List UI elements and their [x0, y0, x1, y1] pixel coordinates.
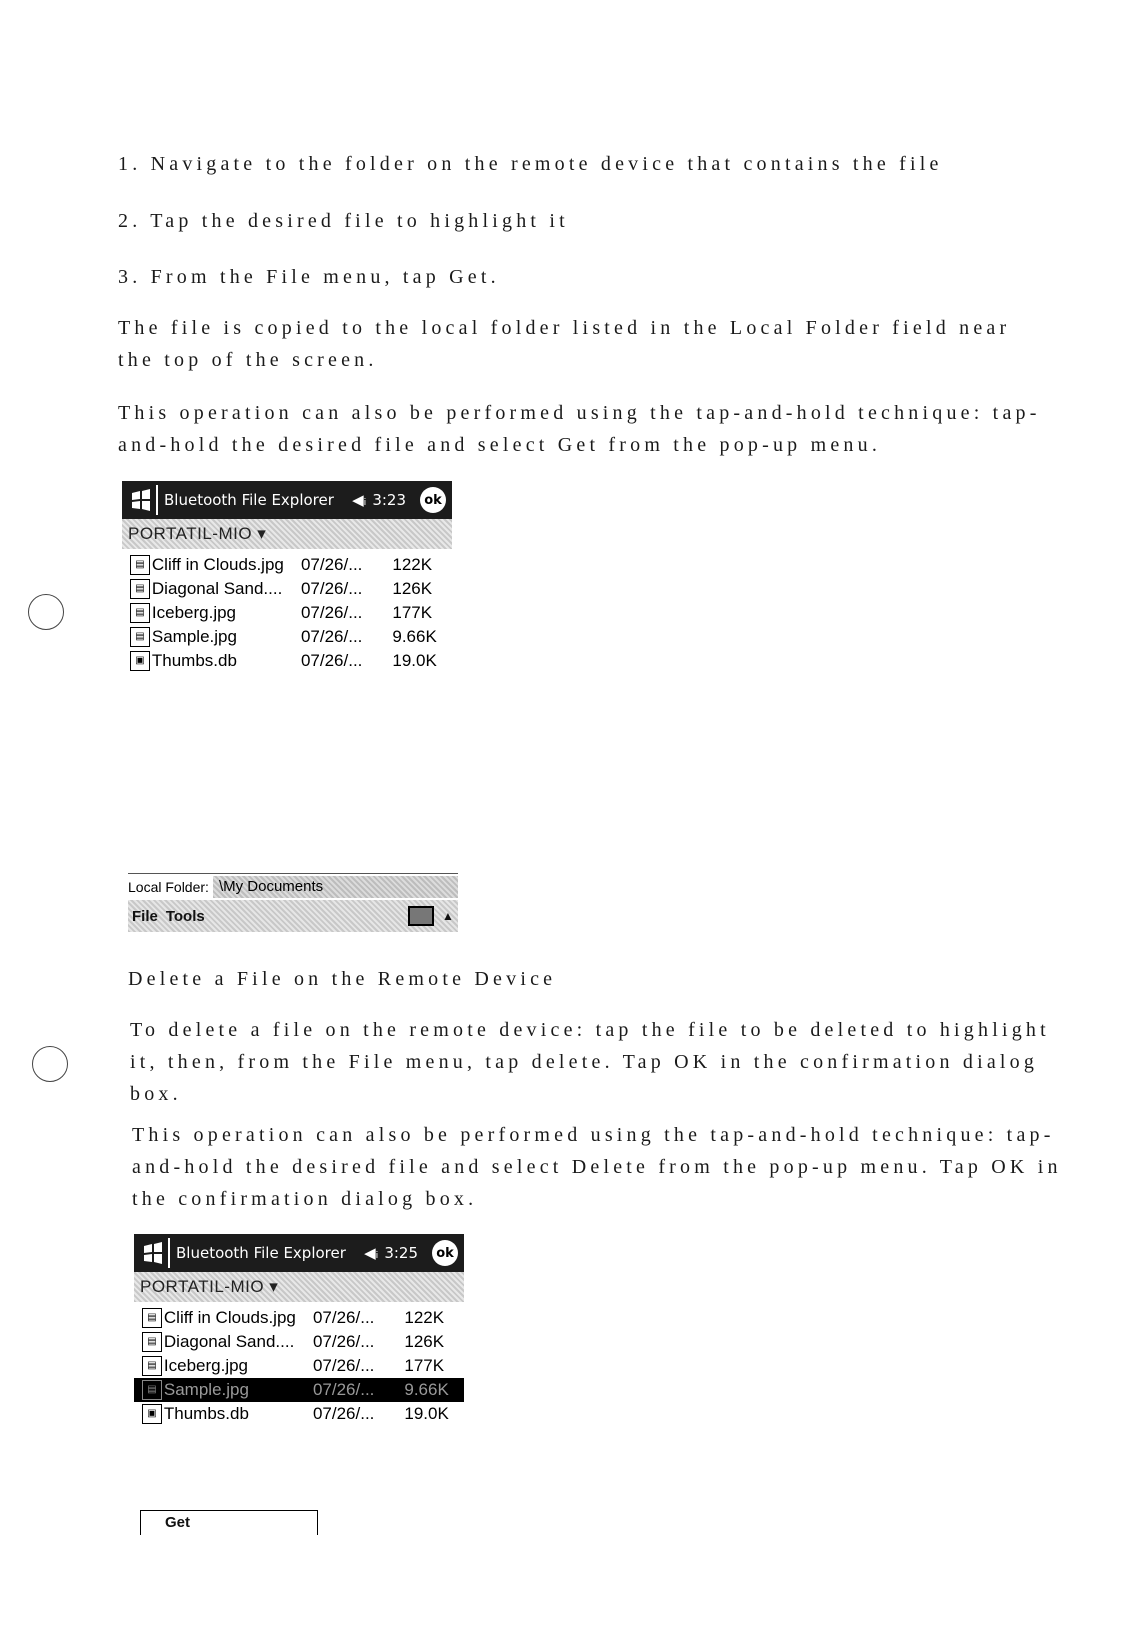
- file-date: 07/26/...: [312, 1308, 375, 1327]
- file-size: 122K: [404, 1308, 445, 1327]
- punch-hole-top: [28, 594, 64, 630]
- db-file-icon: ▣: [130, 651, 150, 671]
- image-file-icon: ▤: [142, 1332, 162, 1352]
- windows-start-icon[interactable]: [138, 1238, 170, 1268]
- delete-heading: Delete a File on the Remote Device: [128, 968, 557, 990]
- file-name: Sample.jpg: [163, 1380, 249, 1399]
- caret-up-icon[interactable]: ▲: [442, 909, 454, 923]
- image-file-icon: ▤: [130, 627, 150, 647]
- tap-hold-get-paragraph: This operation can also be performed using the tap-and-hold technique: tap- and-hold the desired file and select Get from the pop-up menu.: [118, 402, 1041, 456]
- file-date: 07/26/...: [300, 651, 363, 670]
- file-date: 07/26/...: [312, 1356, 375, 1375]
- image-file-icon: ▤: [142, 1308, 162, 1328]
- file-date: 07/26/...: [312, 1380, 375, 1399]
- file-list: [134, 1302, 464, 1426]
- file-explorer-screen-1: [122, 481, 452, 673]
- local-folder-label: Local Folder:: [128, 879, 209, 895]
- keyboard-icon[interactable]: [408, 906, 434, 926]
- local-folder-row: [128, 873, 458, 900]
- file-row[interactable]: [122, 601, 452, 625]
- file-list: [122, 549, 452, 673]
- file-row[interactable]: [122, 625, 452, 649]
- file-row[interactable]: [134, 1354, 464, 1378]
- image-file-icon: ▤: [142, 1380, 162, 1400]
- file-size: 9.66K: [392, 627, 437, 646]
- device-dropdown[interactable]: PORTATIL-MIO ▾: [134, 1272, 464, 1302]
- file-name: Sample.jpg: [151, 627, 237, 646]
- step-2: 2. Tap the desired file to highlight it: [118, 210, 569, 232]
- image-file-icon: ▤: [142, 1356, 162, 1376]
- file-size: 177K: [392, 603, 433, 622]
- file-row[interactable]: [134, 1306, 464, 1330]
- image-file-icon: ▤: [130, 555, 150, 575]
- db-file-icon: ▣: [142, 1404, 162, 1424]
- menu-bar: [128, 900, 458, 932]
- device-dropdown[interactable]: PORTATIL-MIO ▾: [122, 519, 452, 549]
- get-menu-item[interactable]: [140, 1510, 318, 1535]
- file-size: 9.66K: [404, 1380, 449, 1399]
- file-row[interactable]: [122, 649, 452, 673]
- get-label: Get: [165, 1514, 191, 1531]
- file-date: 07/26/...: [300, 555, 363, 574]
- file-name: Cliff in Clouds.jpg: [163, 1308, 296, 1327]
- file-size: 19.0K: [392, 651, 437, 670]
- file-row[interactable]: [122, 577, 452, 601]
- ok-button[interactable]: ok: [420, 487, 446, 513]
- speaker-icon[interactable]: ◀ᵢ: [352, 491, 367, 509]
- file-date: 07/26/...: [300, 627, 363, 646]
- clock[interactable]: 3:23: [372, 491, 406, 509]
- file-date: 07/26/...: [312, 1332, 375, 1351]
- file-name: Thumbs.db: [163, 1404, 249, 1423]
- image-file-icon: ▤: [130, 603, 150, 623]
- file-row-selected[interactable]: [134, 1378, 464, 1402]
- file-name: Diagonal Sand....: [151, 579, 283, 598]
- app-title: Bluetooth File Explorer: [164, 491, 334, 509]
- file-size: 122K: [392, 555, 433, 574]
- tools-menu[interactable]: Tools: [165, 907, 205, 925]
- windows-start-icon[interactable]: [126, 485, 158, 515]
- file-name: Iceberg.jpg: [151, 603, 237, 622]
- file-row[interactable]: [122, 553, 452, 577]
- local-folder-field[interactable]: \My Documents: [213, 876, 458, 898]
- file-size: 126K: [392, 579, 433, 598]
- local-folder-bar: [128, 873, 458, 931]
- step-1: 1. Navigate to the folder on the remote device that contains the file: [118, 153, 943, 175]
- file-size: 19.0K: [404, 1404, 449, 1423]
- punch-hole-bottom: [32, 1046, 68, 1082]
- image-file-icon: ▤: [130, 579, 150, 599]
- delete-paragraph: To delete a file on the remote device: tap the file to be deleted to highlight it, then, from the File menu, tap delete. Tap OK in the confirmation dialog box.: [130, 1019, 1050, 1105]
- app-title: Bluetooth File Explorer: [176, 1244, 346, 1262]
- file-name: Cliff in Clouds.jpg: [151, 555, 284, 574]
- file-name: Iceberg.jpg: [163, 1356, 249, 1375]
- file-size: 126K: [404, 1332, 445, 1351]
- tap-hold-delete-paragraph: This operation can also be performed using the tap-and-hold technique: tap- and-hold the desired file and select Delete from the pop-up menu. Tap OK in the confirmation dialog box.: [132, 1124, 1062, 1210]
- title-bar: [122, 481, 452, 519]
- file-row[interactable]: [134, 1330, 464, 1354]
- file-date: 07/26/...: [312, 1404, 375, 1423]
- file-date: 07/26/...: [300, 579, 363, 598]
- file-row[interactable]: [134, 1402, 464, 1426]
- file-size: 177K: [404, 1356, 445, 1375]
- file-explorer-screen-2: [134, 1234, 464, 1426]
- title-bar: [134, 1234, 464, 1272]
- clock[interactable]: 3:25: [384, 1244, 418, 1262]
- file-name: Diagonal Sand....: [163, 1332, 295, 1351]
- copied-paragraph: The file is copied to the local folder listed in the Local Folder field near the top of the screen.: [118, 317, 1011, 371]
- ok-button[interactable]: ok: [432, 1240, 458, 1266]
- file-name: Thumbs.db: [151, 651, 237, 670]
- file-menu[interactable]: File: [132, 907, 158, 925]
- file-date: 07/26/...: [300, 603, 363, 622]
- speaker-icon[interactable]: ◀ᵢ: [364, 1244, 379, 1262]
- step-3: 3. From the File menu, tap Get.: [118, 266, 500, 288]
